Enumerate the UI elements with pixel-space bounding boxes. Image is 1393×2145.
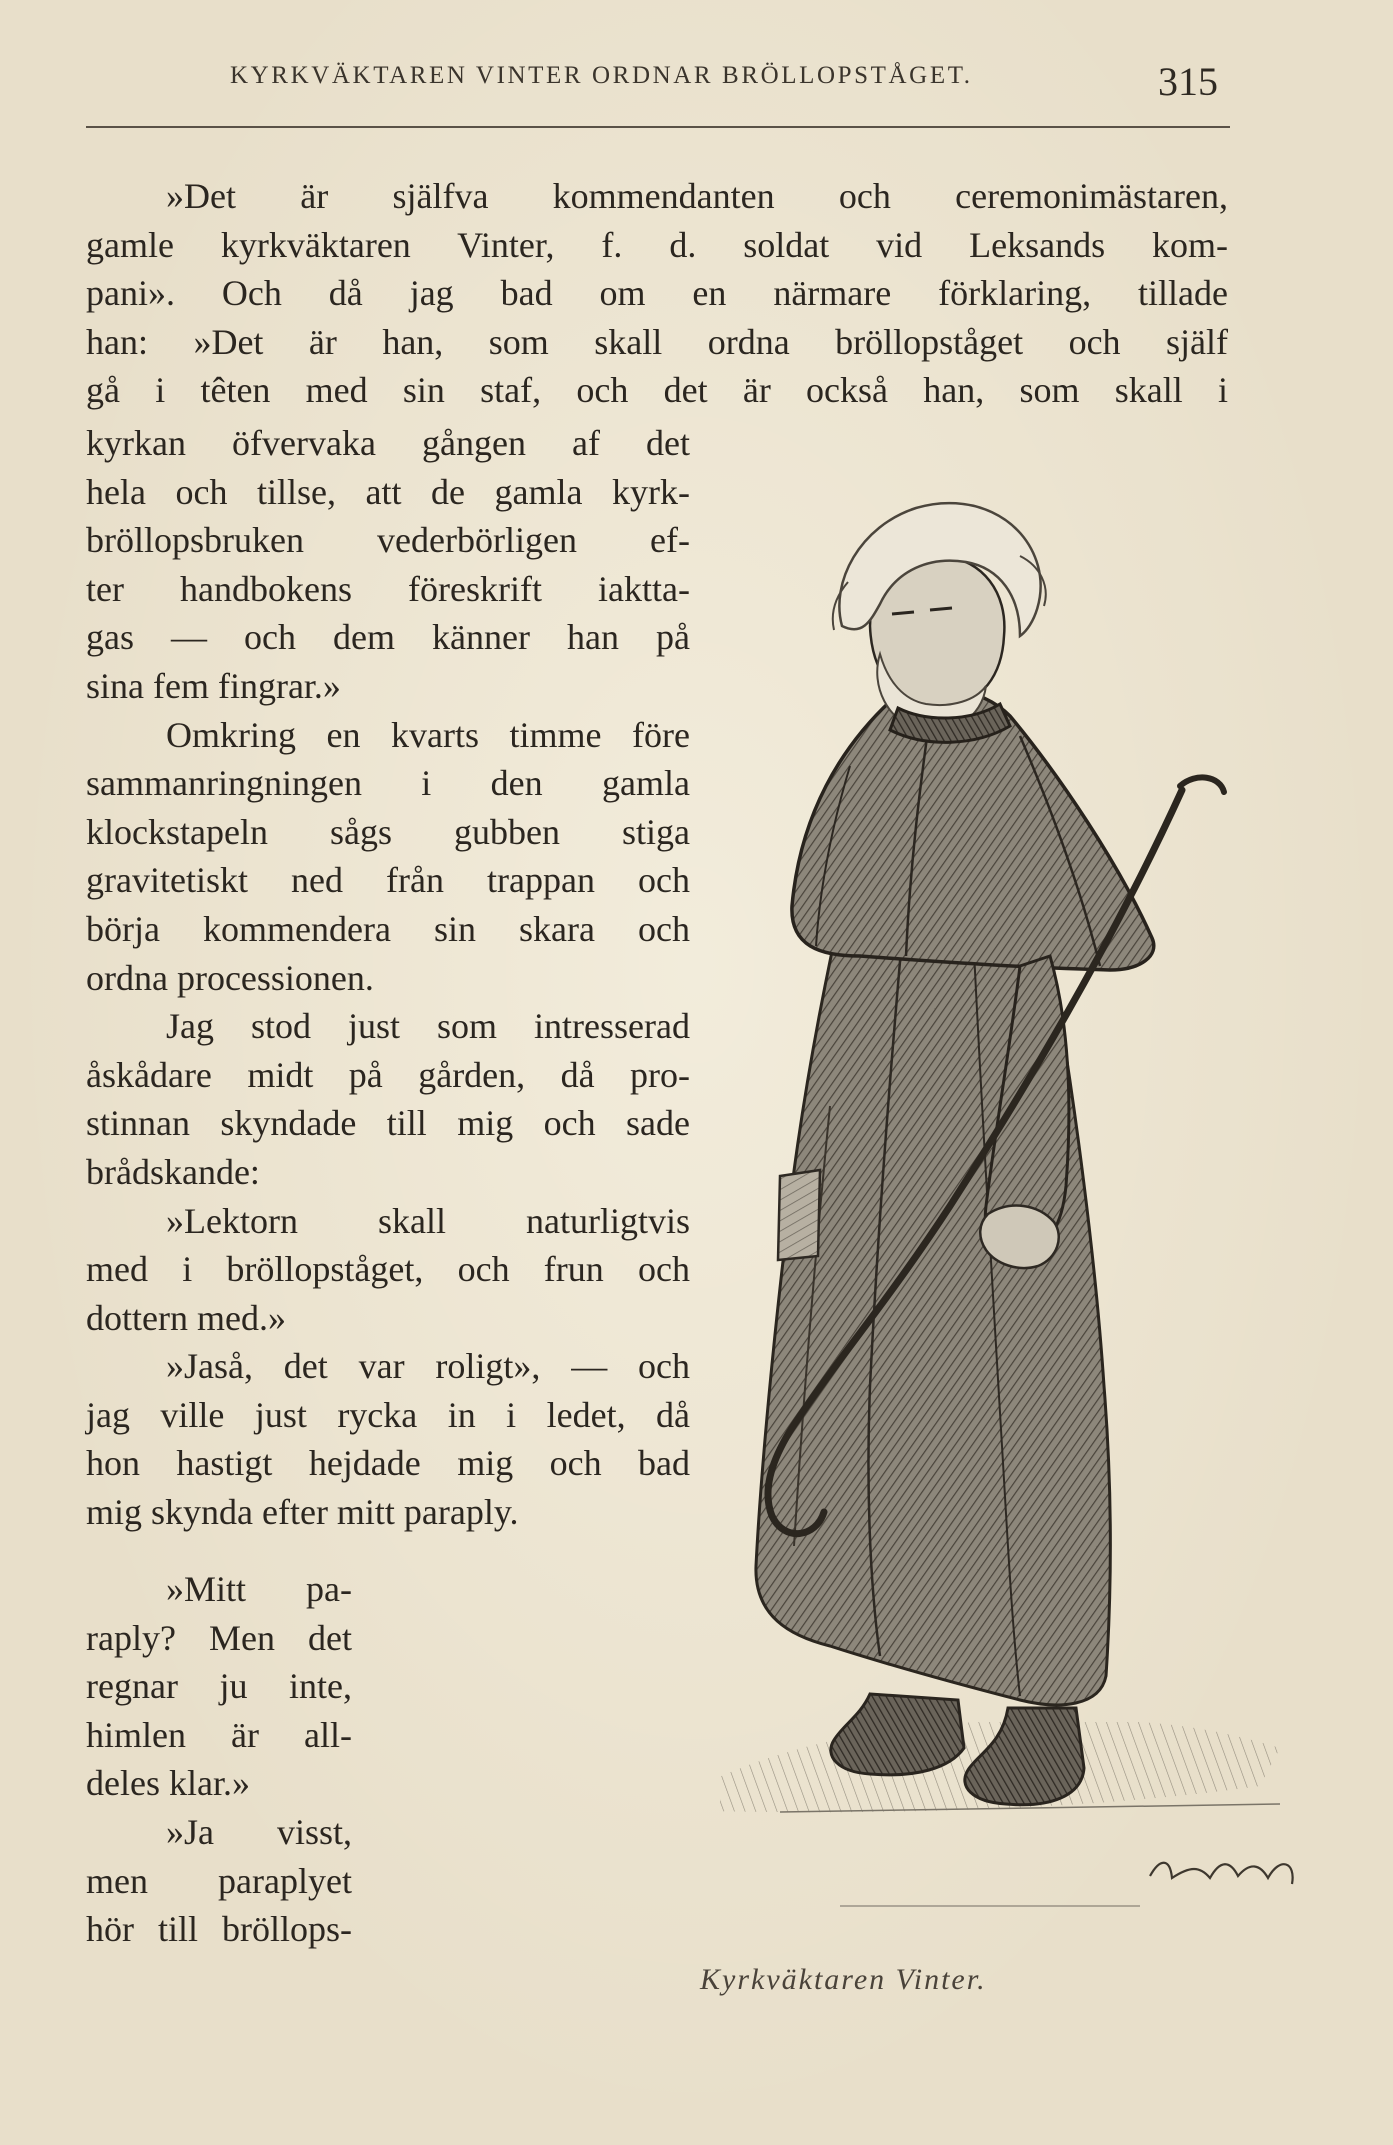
text-line: pani». Och då jag bad om en närmare förklaring, tillade: [86, 273, 1228, 314]
artist-signature: [720, 1834, 1293, 1906]
text-line: gamle kyrkväktaren Vinter, f. d. soldat vid Leksands kom-: [86, 224, 1228, 265]
text-line: »Jaså, det var roligt», — och: [166, 1346, 690, 1387]
text-line: kyrkan öfvervaka gången af det: [86, 423, 690, 463]
text-line: klockstapeln sågs gubben stiga: [86, 811, 690, 852]
text-line: jag ville just rycka in i ledet, då: [86, 1394, 690, 1435]
text-line: gravitetiskt ned från trappan och: [86, 860, 690, 901]
text-line: mig skynda efter mitt paraply.: [86, 1492, 519, 1533]
text-line: med i bröllopståget, och frun och: [86, 1249, 690, 1290]
text-line: himlen är all-: [86, 1714, 352, 1755]
text-line: »Det är själfva kommendanten och ceremonimästaren,: [166, 176, 1228, 216]
text-line: ter handbokens föreskrift iaktta-: [86, 568, 690, 609]
text-line: Jag stod just som intresserad: [166, 1006, 690, 1047]
churchwarden-illustration: [720, 486, 1360, 1926]
text-line: hela och tillse, att de gamla kyrk-: [86, 471, 690, 512]
text-line: hon hastigt hejdade mig och bad: [86, 1443, 690, 1484]
head: [833, 503, 1046, 731]
figure-caption: Kyrkväktaren Vinter.: [700, 1963, 987, 1996]
header-rule: [86, 126, 1230, 128]
text-line: brådskande:: [86, 1151, 260, 1192]
text-line: åskådare midt på gården, då pro-: [86, 1054, 690, 1095]
text-line: dottern med.»: [86, 1297, 286, 1338]
text-line: »Mitt pa-: [166, 1569, 352, 1609]
text-line: bröllopsbruken vederbörligen ef-: [86, 520, 690, 561]
full-width-paragraph: [86, 172, 1228, 415]
text-line: börja kommendera sin skara och: [86, 908, 690, 949]
text-line: »Ja visst,: [166, 1811, 352, 1852]
text-line: regnar ju inte,: [86, 1666, 352, 1707]
text-line: deles klar.»: [86, 1763, 250, 1804]
text-line: stinnan skyndade till mig och sade: [86, 1103, 690, 1144]
text-line: hör till bröllops-: [86, 1909, 352, 1950]
text-line: gå i têten med sin staf, och det är också han, som skall i: [86, 370, 1228, 411]
page-number: 315: [1158, 59, 1218, 104]
text-line: ordna processionen.: [86, 957, 374, 998]
text-line: »Lektorn skall naturligtvis: [166, 1200, 690, 1241]
running-title: KYRKVÄKTAREN VINTER ORDNAR BRÖLLOPSTÅGET.: [230, 62, 973, 89]
text-line: sammanringningen i den gamla: [86, 763, 690, 804]
text-line: men paraplyet: [86, 1860, 352, 1901]
column-text: [86, 419, 690, 1537]
narrow-column-text: [86, 1565, 352, 1954]
text-line: Omkring en kvarts timme före: [166, 714, 690, 755]
text-line: han: »Det är han, som skall ordna bröllopståget och själf: [86, 321, 1228, 362]
text-line: raply? Men det: [86, 1617, 352, 1658]
text-line: sina fem fingrar.»: [86, 665, 341, 706]
text-line: gas — och dem känner han på: [86, 617, 690, 658]
